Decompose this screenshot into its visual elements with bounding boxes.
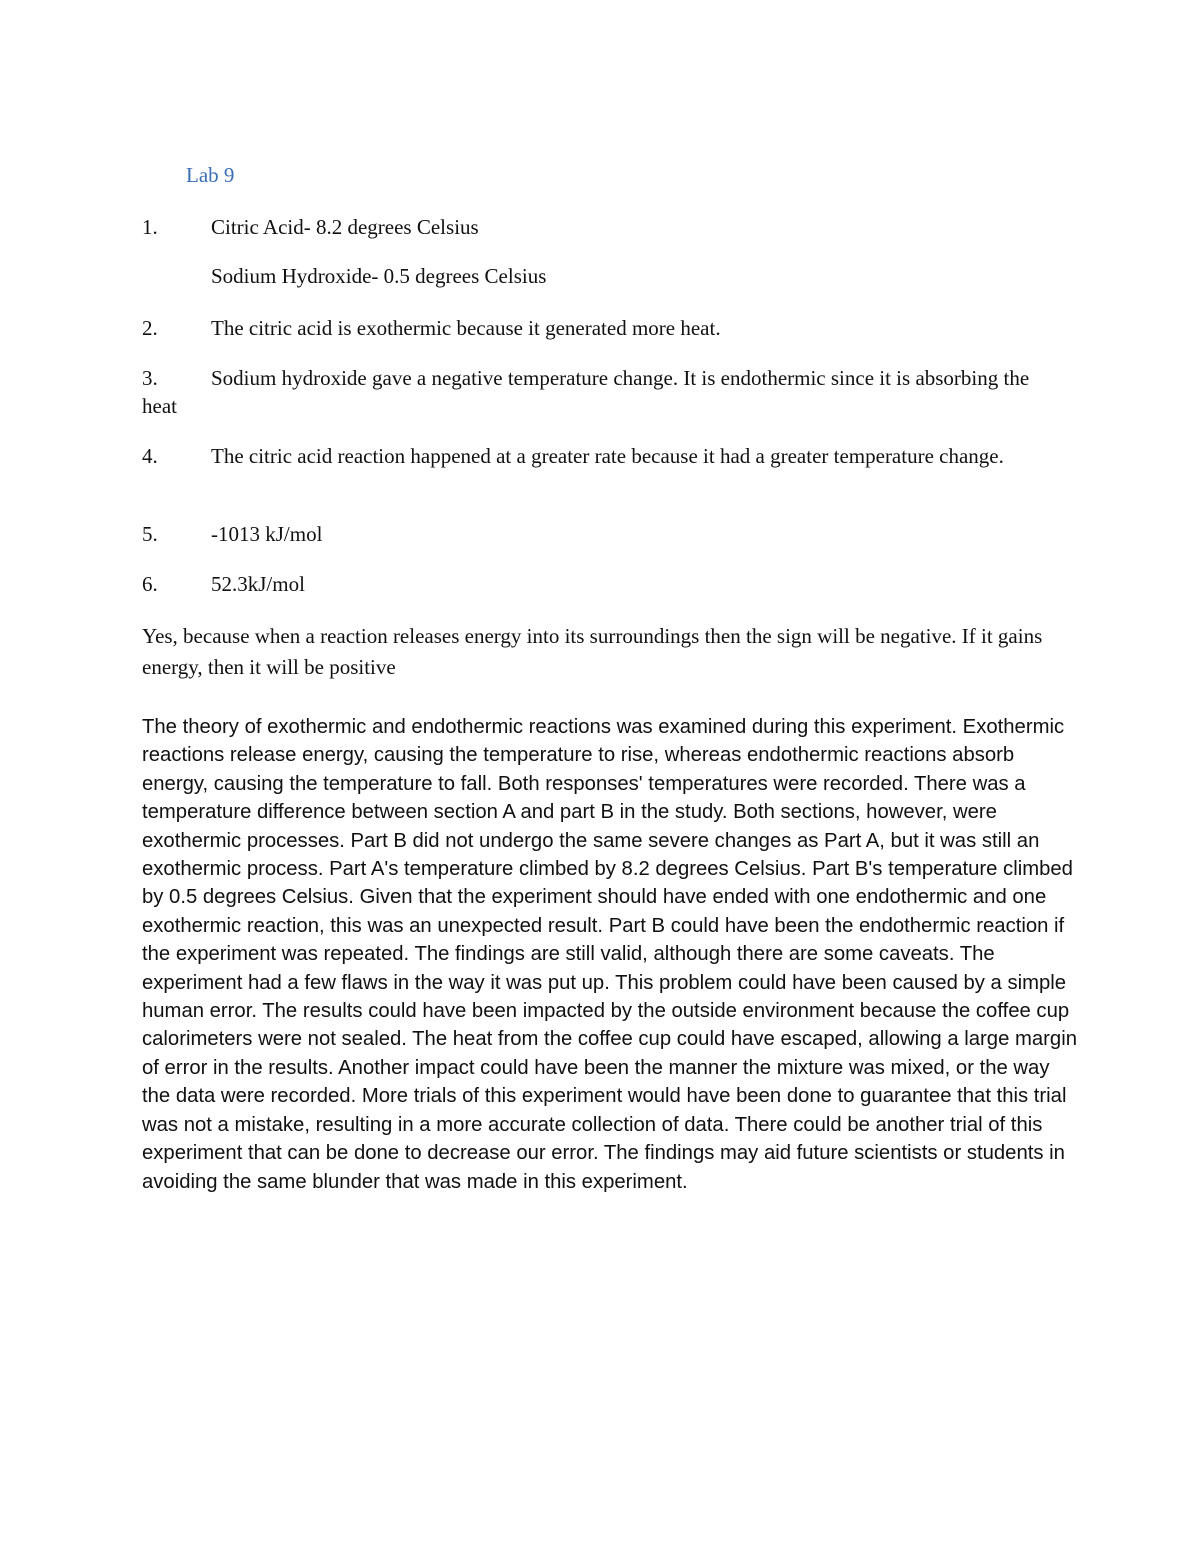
answer-text: -1013 kJ/mol — [211, 522, 323, 546]
answer-6 — [142, 570, 1052, 598]
answer-1-sub: Sodium Hydroxide- 0.5 degrees Celsius — [211, 264, 547, 288]
explanation-paragraph: Yes, because when a reaction releases energy into its surroundings then the sign will be negative. If it gains energy, then it will be positive — [142, 624, 1043, 679]
answer-text: The citric acid is exothermic because it generated more heat. — [211, 316, 721, 340]
answer-text: 52.3kJ/mol — [211, 572, 305, 596]
answer-number: 6. — [142, 572, 158, 596]
answer-number: 1. — [142, 215, 158, 239]
answer-5 — [142, 520, 1052, 548]
answer-text: Sodium hydroxide gave a negative temperature change. It is endothermic since it is absorbing the heat — [142, 366, 1030, 418]
answer-text: The citric acid reaction happened at a greater rate because it had a greater temperature change. — [211, 444, 1004, 468]
answer-number: 2. — [142, 316, 158, 340]
document-title: Lab 9 — [186, 163, 235, 187]
answer-number: 3. — [142, 366, 158, 390]
answer-2 — [142, 314, 1052, 342]
conclusion-paragraph: The theory of exothermic and endothermic reactions was examined during this experiment. Exothermic reactions release energy, causing the temperature to rise, whereas endothermic reactions absorb energy, causing the temperature to fall. Both responses' temperatures were recorded. There was a temperature difference between section A and part B in the study. Both sections, however, were exothermic processes. Part B did not undergo the same severe changes as Part A, but it was still an exothermic process. Part A's temperature climbed by 8.2 degrees Celsius. Part B's temperature climbed by 0.5 degrees Celsius. Given that the experiment should have ended with one endothermic and one exothermic reaction, this was an unexpected result. Part B could have been the endothermic reaction if the experiment was repeated. The findings are still valid, although there are some caveats. The experiment had a few flaws in the way it was put up. This problem could have been caused by a simple human error. The results could have been impacted by the outside environment because the coffee cup calorimeters were not sealed. The heat from the coffee cup could have escaped, allowing a large margin of error in the results. Another impact could have been the manner the mixture was mixed, or the way the data were recorded. More trials of this experiment would have been done to guarantee that this trial was not a mistake, resulting in a more accurate collection of data. There could be another trial of this experiment that can be done to decrease our error. The findings may aid future scientists or students in avoiding the same blunder that was made in this experiment. — [142, 716, 1077, 1193]
answer-3 — [142, 364, 1052, 420]
answer-text: Citric Acid- 8.2 degrees Celsius — [211, 215, 479, 239]
answer-number: 4. — [142, 444, 158, 468]
answer-4 — [142, 442, 1052, 470]
answer-1 — [142, 213, 1052, 241]
answer-number: 5. — [142, 522, 158, 546]
